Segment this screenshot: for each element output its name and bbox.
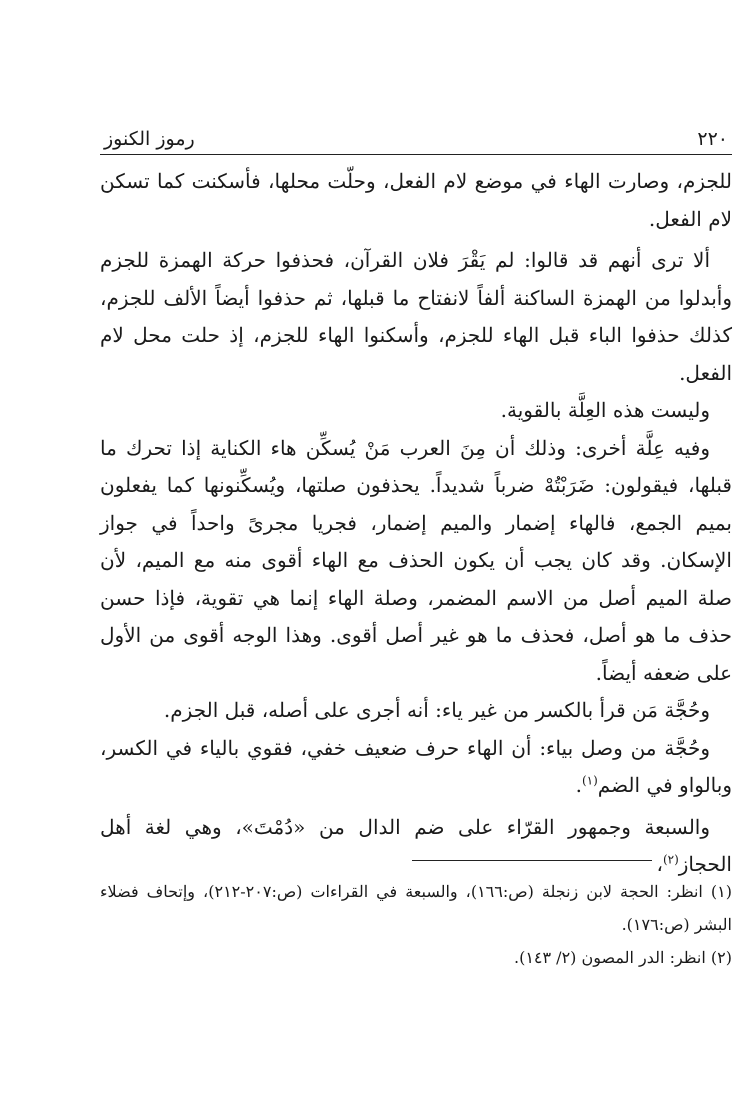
footnote: (٢) انظر: الدر المصون (٢/ ١٤٣).: [513, 948, 732, 967]
punctuation: ،: [656, 852, 663, 876]
paragraph: للجزم، وصارت الهاء في موضع لام الفعل، وحلّت محلها، فأسكنت كما تسكن لام الفعل.: [100, 169, 732, 231]
paragraph: [100, 809, 732, 884]
running-header: [100, 128, 732, 155]
book-page: [100, 128, 732, 884]
footnote-ref[interactable]: (١): [581, 773, 598, 788]
book-title: رموز الكنوز: [104, 128, 195, 150]
footnote-ref[interactable]: (٢): [662, 852, 679, 867]
paragraph-text: والسبعة وجمهور القرّاء على ضم الدال من «دُمْتَ»، وهي لغة أهل الحجاز: [100, 814, 732, 876]
paragraph: [100, 730, 732, 805]
footnote: (١) انظر: الحجة لابن زنجلة (ص:١٦٦)، والسبعة في القراءات (ص:٢٠٧-٢١٢)، وإتحاف فضلاء البشر (ص:١٧٦).: [100, 882, 732, 934]
page-number: ٢٢٠: [697, 128, 728, 150]
footnotes: [100, 875, 732, 974]
paragraph: وليست هذه العِلَّة بالقوية.: [500, 398, 710, 422]
paragraph: وفيه عِلَّة أخرى: وذلك أن مِنَ العرب مَنْ يُسكِّن هاء الكناية إذا تحرك ما قبلها، فيقولون: ضَرَبْتُهْ ضرباً شديداً. يحذفون صلتها، ويُسكِّنونها كما يفعلون بميم الجمع، فالهاء إضمار والميم إضمار، فجريا مجرىً واحداً في جواز الإسكان. وقد كان يجب أن يكون الحذف مع الهاء أقوى منه مع الميم، لأن صلة الميم أصل من الاسم المضمر، وصلة الهاء إنما هي تقوية، فإذا حسن حذف ما هو أصل، فحذف ما هو غير أصل أقوى. وهذا الوجه أقوى من الأول على ضعفه أيضاً.: [100, 435, 732, 685]
main-text: [100, 163, 732, 884]
paragraph-text: وحُجَّة من وصل بياء: أن الهاء حرف ضعيف خفي، فقوي بالياء في الكسر، وبالواو في الضم: [100, 735, 732, 797]
footnote-divider: [412, 860, 652, 861]
paragraph: ألا ترى أنهم قد قالوا: لم يَقْرَ فلان القرآن، فحذفوا حركة الهمزة للجزم وأبدلوا من الهمزة الساكنة ألفاً لانفتاح ما قبلها، ثم حذفوا أيضاً الألف للجزم، كذلك حذفوا الباء قبل الهاء للجزم، وأسكنوا الهاء للجزم، إذ حلت محل لام الفعل.: [100, 248, 732, 385]
punctuation: .: [575, 773, 582, 797]
paragraph: وحُجَّة مَن قرأ بالكسر من غير ياء: أنه أجرى على أصله، قبل الجزم.: [163, 698, 710, 722]
